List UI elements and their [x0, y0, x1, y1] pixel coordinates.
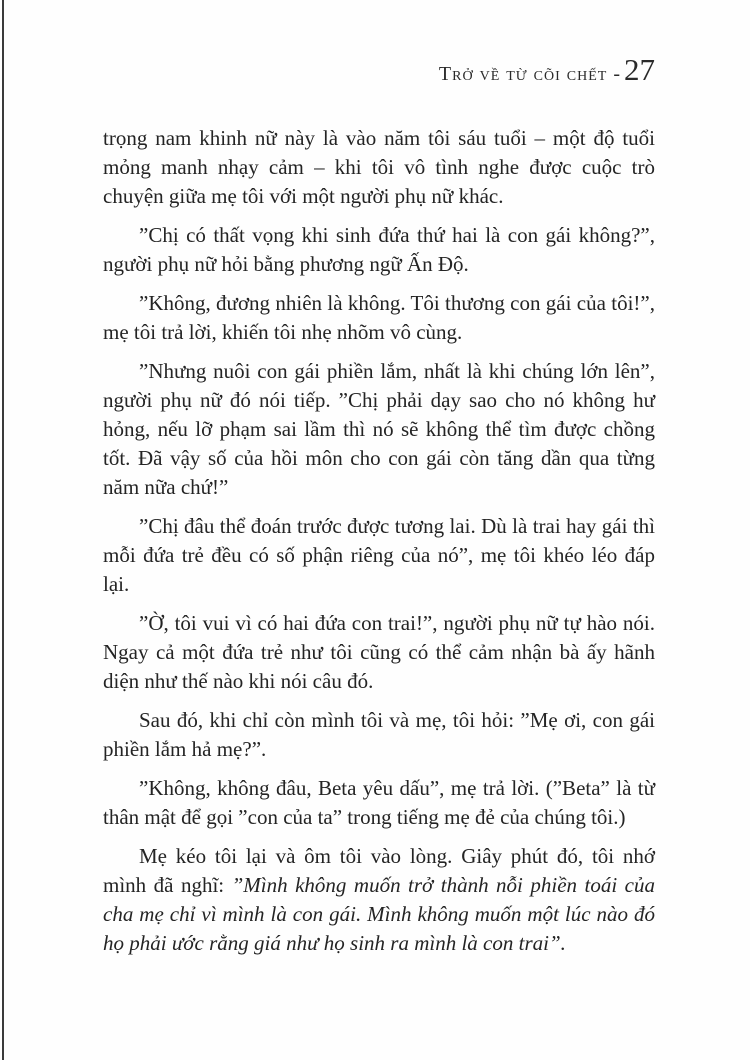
running-header [103, 52, 655, 88]
paragraph: ”Chị đâu thể đoán trước được tương lai. Dù là trai hay gái thì mỗi đứa trẻ đều có số phận riêng của nó”, mẹ tôi khéo léo đáp lại. [103, 514, 655, 596]
running-header-separator: - [613, 63, 620, 85]
paragraph: ”Nhưng nuôi con gái phiền lắm, nhất là khi chúng lớn lên”, người phụ nữ đó nói tiếp. ”Chị phải dạy sao cho nó không hư hỏng, nếu lỡ phạm sai lầm thì nó sẽ không thể tìm được chồng tốt. Đã vậy số của hồi môn cho con gái còn tăng dần qua từng năm nữa chứ!” [103, 359, 655, 499]
page-body [103, 124, 655, 958]
page-left-border [2, 0, 4, 1060]
paragraph [103, 842, 655, 958]
paragraph-italic-text: ”Mình không muốn trở thành nỗi phiền toái của cha mẹ chỉ vì mình là con gái. Mình không muốn một lúc nào đó họ phải ước rằng giá như họ sinh ra mình là con trai”. [103, 873, 655, 955]
page-number: 27 [624, 52, 655, 87]
paragraph: ”Không, không đâu, Beta yêu dấu”, mẹ trả lời. (”Beta” là từ thân mật để gọi ”con của ta” trong tiếng mẹ đẻ của chúng tôi.) [103, 776, 655, 829]
paragraph: ”Ờ, tôi vui vì có hai đứa con trai!”, người phụ nữ tự hào nói. Ngay cả một đứa trẻ như tôi cũng có thể cảm nhận bà ấy hãnh diện như thế nào khi nói câu đó. [103, 611, 655, 693]
paragraph: Sau đó, khi chỉ còn mình tôi và mẹ, tôi hỏi: ”Mẹ ơi, con gái phiền lắm hả mẹ?”. [103, 708, 655, 761]
paragraph: ”Không, đương nhiên là không. Tôi thương con gái của tôi!”, mẹ tôi trả lời, khiến tôi nhẹ nhõm vô cùng. [103, 291, 655, 344]
paragraph: trọng nam khinh nữ này là vào năm tôi sáu tuổi – một độ tuổi mỏng manh nhạy cảm – khi tôi vô tình nghe được cuộc trò chuyện giữa mẹ tôi với một người phụ nữ khác. [103, 126, 655, 208]
paragraph-text: Mẹ kéo tôi lại và ôm tôi vào lòng. Giây phút đó, tôi nhớ mình đã nghĩ: [103, 844, 655, 897]
paragraph: ”Chị có thất vọng khi sinh đứa thứ hai là con gái không?”, người phụ nữ hỏi bằng phương ngữ Ấn Độ. [103, 223, 655, 276]
running-header-title: Trở về từ cõi chết [438, 63, 608, 85]
